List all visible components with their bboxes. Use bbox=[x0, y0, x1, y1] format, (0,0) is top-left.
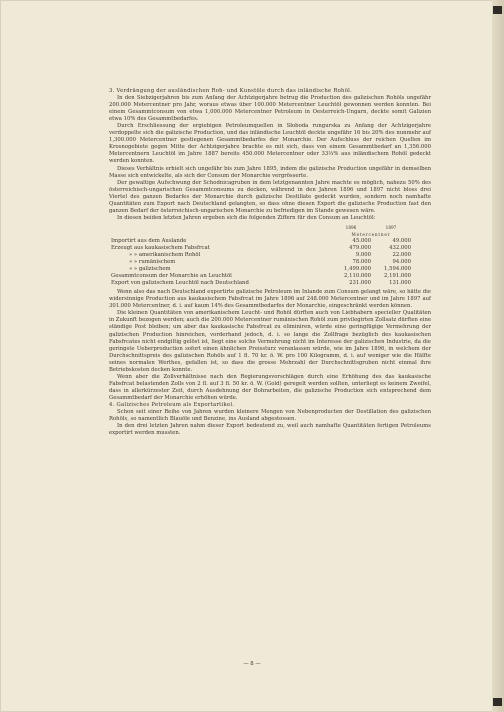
paragraph: Die kleinen Quantitäten von amerikanischem Leucht- und Rohöl dürften auch von Liebhabern specieller Qualitäten in Zukunft bezogen werden; auch die 200.000 Metercentner rumänischen Rohöl zum privilegirten Zollsatz dürften eine ständige Post bleiben; um aber das kaukasische Fabsfrcat zu eliminiren, würde eine geringfügige Vermehrung der galizischen Production hinreichen, vorderhand jedoch, d. i. so lange die Zollfrage bezüglich des kaukasischen Fabsfrcates nicht endgiltig gelöst ist, liegt eine solche Vermehrung nicht im Interesse der galizischen Industrie, da die geringste Ueberproduction sofort einen ähnlichen Preissturz veranlassen würde, wie im Jahre 1896, in welchem der Durchschnittspreis des galizischen Rohöls auf 1 fl. 70 kr. ö. W. pro 100 Kilogramm, d. i. auf weniger wie die Hälfte seines normalen Werthes, gefallen ist, so dass die grosse Mehrzahl der Durchschnittsgruben nicht einmal ihre Betriebskosten decken konnte. bbox=[109, 310, 431, 373]
table-row bbox=[111, 238, 411, 245]
paragraph: Wenn aber die Zollverhältnisse nach den Regierungsvorschlägen durch eine Erhöhung des das kaukasische Fabsfrcat belastenden Zolls von 2 fl. auf 3 fl. 50 kr. ö. W. (Gold) geregelt werden sollten, unterliegt es keinem Zweifel, dass in allerkürzester Zeit, durch Ausdehnung der Bohrarbeiten, die galizische Production sich entsprechend dem Gesammtbedarf der Monarchie erhöhen würde. bbox=[109, 373, 431, 401]
value-1896: 78.000 bbox=[352, 259, 371, 266]
paragraph: Wenn also das nach Deutschland exportirte galizische Petroleum im Inlande zum Consum gelangt wäre, so hätte die widersinnige Production aus kaukasischem Fabsfrcat im Jahre 1896 auf 248.000 Metercentner und im Jahre 1897 auf 301.000 Metercentner, d. i. auf kaum 14% des Gesammtbedarfes der Monarchie, eingeschränkt werden können. bbox=[109, 289, 431, 310]
value-1897: 22.000 bbox=[392, 251, 411, 258]
value-1896: 9.000 bbox=[355, 251, 371, 258]
value-1897: 131.000 bbox=[389, 280, 411, 287]
paragraph: Schon seit einer Reihe von Jahren wurden kleinere Mengen von Nebenproducten der Destillation des galizischen Rohöls, so namentlich Blauöle und Benzine, ins Ausland abgestossen. bbox=[109, 409, 431, 423]
body-text bbox=[109, 88, 431, 437]
section-heading: 4. Galizisches Petroleum als Exportartikel. bbox=[109, 401, 235, 408]
paragraph: In den Siebzigerjahren bis zum Anfang der Achtzigerjahre betrug die Production des galizischen Rohöls ungefähr 200.000 Metercentner pro Jahr, woraus etwas über 100.000 Metercentner Leuchtöl gewonnen werden konnten. Bei einem Gesammtconsum von etwa 1,000.000 Metercentner Petroleum in Oesterreich-Ungarn, deckte somit Galizien etwa 10% des Gesammtbedarfes. bbox=[109, 95, 431, 123]
scan-marker bbox=[493, 6, 502, 14]
value-1897: 2,191.000 bbox=[384, 273, 411, 280]
table-row bbox=[111, 266, 411, 273]
page-edge bbox=[492, 0, 504, 712]
table-row bbox=[111, 245, 411, 252]
table-row bbox=[111, 259, 411, 266]
unit-header: Metercentner bbox=[351, 231, 391, 237]
value-1896: 479.000 bbox=[349, 244, 371, 251]
consumption-table bbox=[111, 224, 411, 287]
value-1896: 231.000 bbox=[349, 280, 371, 287]
year-header: 1897 bbox=[385, 224, 397, 230]
row-label: Gesammtconsum der Monarchie an Leuchtöl bbox=[111, 273, 232, 280]
table-row bbox=[111, 252, 411, 259]
value-1897: 1,594.000 bbox=[384, 266, 411, 273]
row-label: » » galizischem bbox=[129, 266, 171, 273]
paragraph: Der gewaltige Aufschwung der Schodnicagruben in dem letztgenannten Jahre machte es möglich, nahezu 50% des österreichisch-ungarischen Gesammtconsums zu decken, während in den Jahren 1896 und 1897 nicht bloss drei Viertel des ganzen Bedarfes der Monarchie durch galizische Destillate gedeckt wurden, sondern noch namhafte Quantitäten zum Export nach Deutschland gelangten, so dass ohne diesen Export die galizische Production fast den ganzen Bedarf der österreichisch-ungarischen Monarchie zu befriedigen im Stande gewesen wäre. bbox=[109, 179, 431, 214]
value-1897: 49.000 bbox=[392, 237, 411, 244]
paragraph: In den drei letzten Jahren nahm dieser Export bedeutend zu, weil auch namhafte Quantitäten fertigen Petroleums exportirt werden mussten. bbox=[109, 423, 431, 437]
scan-marker bbox=[493, 698, 502, 706]
year-header: 1896 bbox=[345, 224, 357, 230]
table-row bbox=[111, 273, 411, 280]
value-1896: 45.000 bbox=[352, 237, 371, 244]
table-row bbox=[111, 280, 411, 287]
value-1897: 94.000 bbox=[392, 259, 411, 266]
row-label: Importirt aus dem Auslande bbox=[111, 237, 187, 244]
row-label: » » rumänischem bbox=[129, 259, 176, 266]
page-number: — 8 — bbox=[243, 661, 261, 667]
row-label: Erzeugt aus kaukasischem Fabsfrcat bbox=[111, 244, 210, 251]
section-heading: 3. Verdrängung der ausländischen Roh- und Kunstöle durch das inländische Rohöl. bbox=[109, 88, 353, 94]
paragraph: Dieses Verhältnis erhielt sich ungefähr bis zum Jahre 1895, indem die galizische Production ungefähr in demselben Masse sich entwickelte, als sich der Consum der Monarchie vergrösserte. bbox=[109, 165, 431, 179]
row-label: » » amerikanischem Rohöl bbox=[129, 251, 201, 258]
row-label: Export von galizischem Leuchtöl nach Deutschland bbox=[111, 280, 249, 287]
value-1897: 432.000 bbox=[389, 244, 411, 251]
value-1896: 1,499.000 bbox=[344, 266, 371, 273]
paragraph: Durch Erschliessung der ergiebigen Petroleumquellen in Słoboda rungurska zu Anfang der Achtzigerjahre verdoppelte sich die galizische Production, und das inländische Leuchtöl deckte ungefähr 16 bis 20% des nunmehr auf 1,300.000 Metercentner gestiegenen Gesammtbedarfes der Monarchie. Der Aufschluss der reichen Quellen im Krosnogebiete gegen Mitte der Achtzigerjahre brachte es mit sich, dass von einem Gesammtbedarf an 1,356.000 Metercentnern Leuchtöl im Jahre 1887 bereits 450.000 Metercentner oder 33⅓% aus inländischem Rohöl gedeckt werden konnten. bbox=[109, 123, 431, 165]
value-1896: 2,110.000 bbox=[344, 273, 371, 280]
paragraph: In diesen beiden letzten Jahren ergeben sich die folgenden Ziffern für den Consum an Leuchtöl: bbox=[117, 214, 376, 221]
